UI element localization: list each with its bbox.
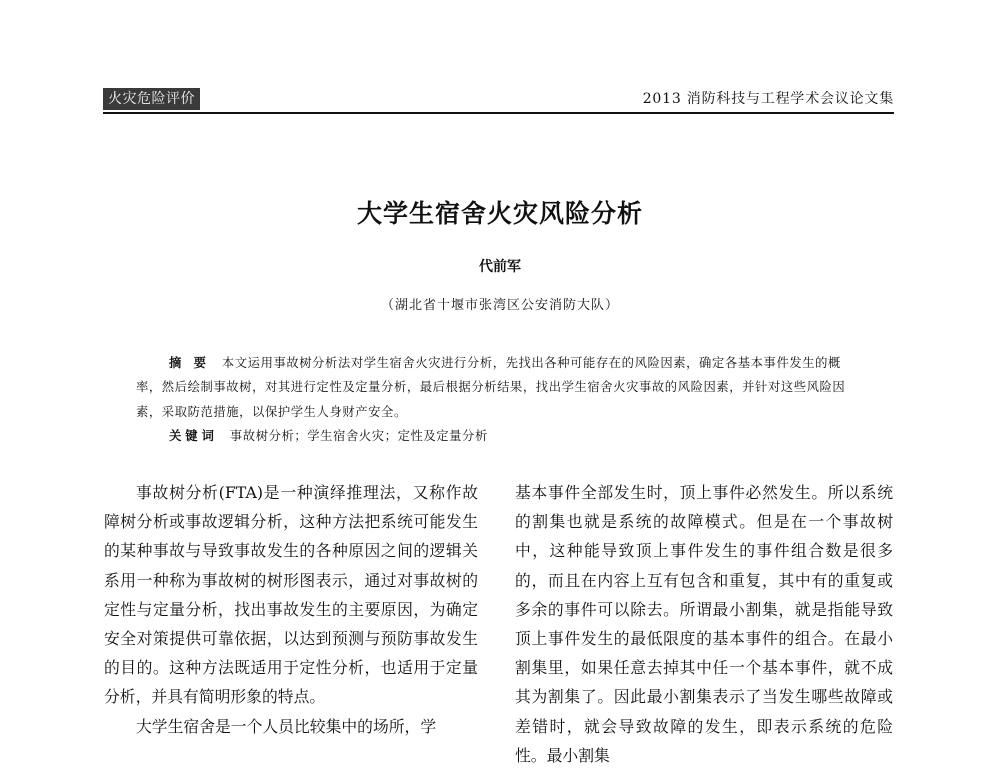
keywords	[169, 426, 869, 446]
body-column-left	[104, 478, 478, 741]
abstract-text: 本文运用事故树分析法对学生宿舍火灾进行分析，先找出各种可能存在的风险因素，确定各基本事件发生的概率，然后绘制事故树，对其进行定性及定量分析，最后根据分析结果，找出学生宿舍火灾事故的风险因素，并针对这些风险因素，采取防范措施，以保护学生人身财产安全。	[136, 356, 846, 419]
body-column-right	[515, 478, 893, 770]
keywords-text: 事故树分析；学生宿舍火灾；定性及定量分析	[229, 429, 488, 443]
body-paragraph: 事故树分析(FTA)是一种演绎推理法，又称作故障树分析或事故逻辑分析，这种方法把系统可能发生的某种事故与导致事故发生的各种原因之间的逻辑关系用一种称为事故树的树形图表示，通过对事故树的定性与定量分析，找出事故发生的主要原因，为确定安全对策提供可靠依据，以达到预测与预防事故发生的目的。这种方法既适用于定性分析，也适用于定量分析，并具有简明形象的特点。	[104, 483, 478, 707]
body-paragraph: 大学生宿舍是一个人员比较集中的场所，学	[136, 716, 437, 736]
proceedings-title: 2013 消防科技与工程学术会议论文集	[642, 91, 894, 107]
paper-title: 大学生宿舍火灾风险分析	[356, 199, 643, 228]
body-paragraph: 基本事件全部发生时，顶上事件必然发生。所以系统的割集也就是系统的故障模式。但是在一个事故树中，这种能导致顶上事件发生的事件组合数是很多的，而且在内容上互有包含和重复，其中有的重复或多余的事件可以除去。所谓最小割集，就是指能导致顶上事件发生的最低限度的基本事件的组合。在最小割集里，如果任意去掉其中任一个基本事件，就不成其为割集了。因此最小割集表示了当发生哪些故障或差错时，就会导致故障的发生，即表示系统的危险性。最小割集	[515, 483, 893, 765]
abstract-label: 摘 要	[169, 356, 210, 370]
section-tag: 火灾危险评价	[103, 88, 200, 110]
author-name: 代前军	[479, 259, 521, 275]
author-affiliation: （湖北省十堰市张湾区公安消防大队）	[380, 298, 619, 313]
abstract-paragraph	[136, 351, 866, 424]
keywords-label: 关键词	[169, 429, 218, 443]
abstract	[136, 351, 866, 424]
header-divider	[103, 112, 894, 114]
